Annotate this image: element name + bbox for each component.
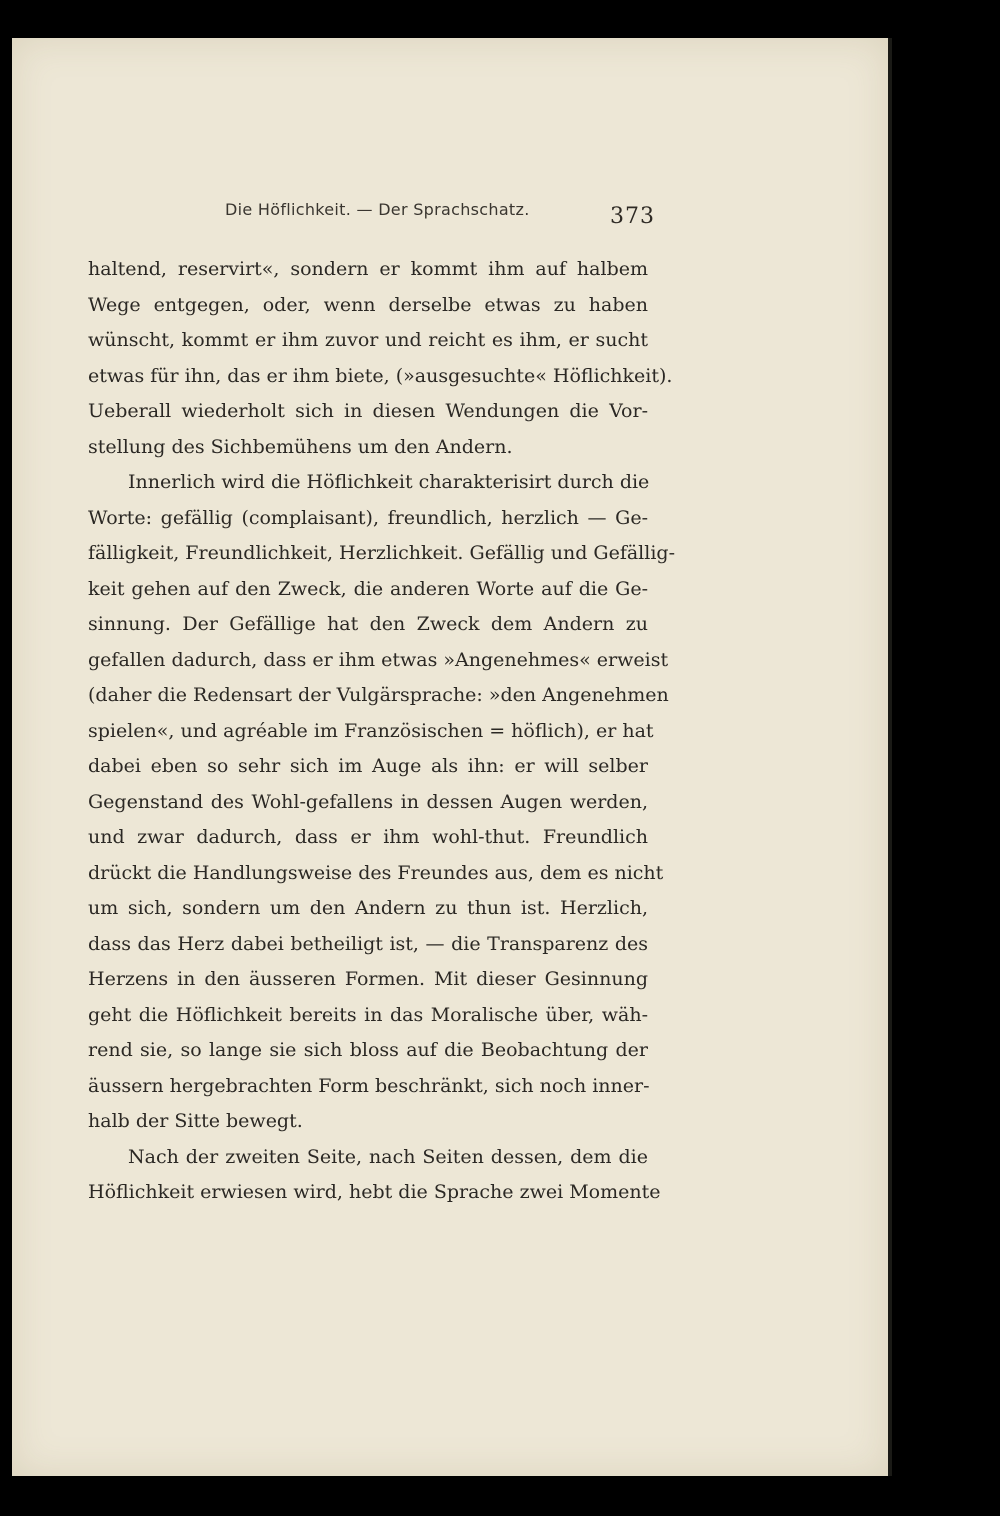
text-line: gefallen dadurch, dass er ihm etwas »Angenehmes« erweist [88, 648, 669, 671]
text-line: (daher die Redensart der Vulgärsprache: »den Angenehmen [88, 684, 669, 706]
page-number: 373 [610, 204, 655, 229]
body-text [88, 252, 675, 1211]
text-line: dabei eben so sehr sich im Auge als ihn: er will selber [88, 755, 648, 777]
running-title: Die Höflichkeit. — Der Sprachschatz. [225, 200, 530, 219]
text-line: Innerlich wird die Höflichkeit charakterisirt durch die [128, 471, 650, 493]
text-line: wünscht, kommt er ihm zuvor und reicht es ihm, er sucht [88, 329, 648, 351]
text-line: drückt die Handlungsweise des Freundes aus, dem es nicht [88, 861, 664, 884]
text-line: dass das Herz dabei betheiligt ist, — die Transparenz des [88, 932, 648, 955]
text-line: Herzens in den äusseren Formen. Mit dieser Gesinnung [88, 968, 648, 990]
running-head [225, 200, 655, 230]
text-line: halb der Sitte bewegt. [88, 1110, 303, 1132]
text-line: etwas für ihn, das er ihm biete, (»ausgesuchte« Höflichkeit). [88, 364, 673, 387]
text-line: Höflichkeit erwiesen wird, hebt die Sprache zwei Momente [88, 1181, 661, 1203]
text-line: stellung des Sichbemühens um den Andern. [88, 435, 513, 458]
text-line: Worte: gefällig (complaisant), freundlich, herzlich — Ge- [88, 506, 648, 529]
text-line: rend sie, so lange sie sich bloss auf die Beobachtung der [88, 1039, 648, 1061]
text-line: fälligkeit, Freundlichkeit, Herzlichkeit. Gefällig und Gefällig- [88, 542, 675, 564]
page-edge [888, 38, 892, 1476]
text-line: haltend, reservirt«, sondern er kommt ihm auf halbem [88, 258, 648, 280]
text-line: um sich, sondern um den Andern zu thun ist. Herzlich, [88, 897, 648, 919]
text-line: und zwar dadurch, dass er ihm wohl-thut. Freundlich [88, 826, 648, 848]
text-line: Gegenstand des Wohl-gefallens in dessen Augen werden, [88, 790, 648, 813]
text-line: Nach der zweiten Seite, nach Seiten dessen, dem die [128, 1145, 648, 1168]
text-line: spielen«, und agréable im Französischen = höflich), er hat [88, 719, 654, 742]
text-line: geht die Höflichkeit bereits in das Moralische über, wäh- [88, 1003, 648, 1026]
text-line: äussern hergebrachten Form beschränkt, sich noch inner- [88, 1074, 650, 1097]
text-line: Wege entgegen, oder, wenn derselbe etwas zu haben [88, 293, 648, 316]
text-line: sinnung. Der Gefällige hat den Zweck dem Andern zu [88, 613, 648, 635]
text-line: Ueberall wiederholt sich in diesen Wendungen die Vor- [88, 400, 648, 422]
text-line: keit gehen auf den Zweck, die anderen Worte auf die Ge- [88, 577, 648, 600]
